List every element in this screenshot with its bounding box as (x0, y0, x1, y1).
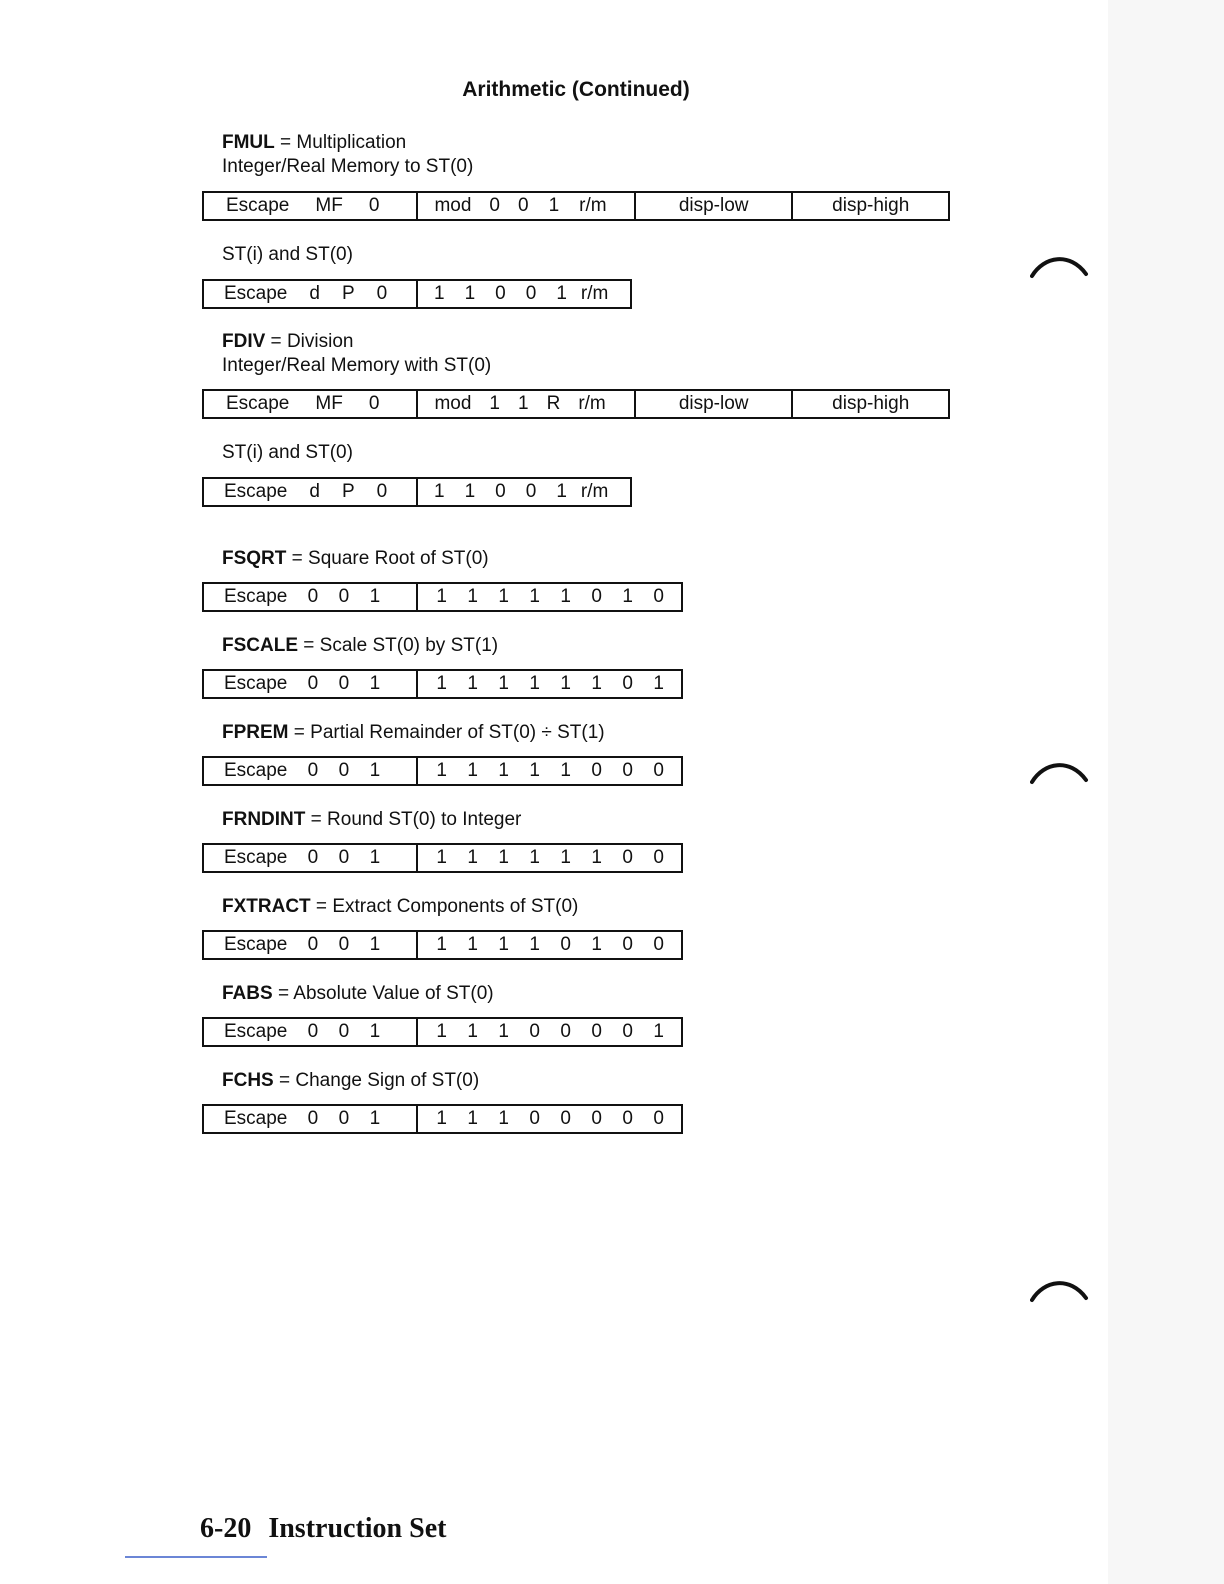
bit: 0 (368, 393, 380, 414)
escape-field (204, 391, 418, 417)
rm-field: r/m (580, 283, 609, 304)
equals-sign: = (298, 635, 320, 656)
escape-field (204, 281, 418, 307)
fdiv-mem-caption: Integer/Real Memory with ST(0) (222, 355, 492, 376)
fprem-heading (222, 721, 605, 745)
bit: 0 (368, 195, 380, 216)
bit: 1 (653, 1021, 664, 1042)
bit: 1 (560, 760, 571, 781)
fchs-description: Change Sign of ST(0) (295, 1070, 480, 1091)
bit: 1 (434, 481, 445, 502)
fscale-description: Scale ST(0) by ST(1) (319, 635, 499, 656)
bit: 0 (376, 481, 388, 502)
bit: 1 (529, 760, 540, 781)
page-number: 6-20 (200, 1513, 252, 1544)
equals-sign: = (274, 132, 297, 153)
frndint-description: Round ST(0) to Integer (327, 809, 522, 830)
bit: 1 (467, 934, 478, 955)
bit: 1 (467, 760, 478, 781)
binder-tab-mark-icon (1030, 252, 1090, 280)
bit: 1 (467, 673, 478, 694)
equals-sign: = (310, 896, 333, 917)
fchs-mnemonic: FCHS (222, 1070, 274, 1091)
bit: 1 (369, 1108, 381, 1129)
bit: 1 (436, 934, 447, 955)
escape-label: Escape (226, 195, 290, 216)
escape-label: Escape (224, 481, 288, 502)
bit: 1 (436, 673, 447, 694)
fmul-mnemonic: FMUL (222, 132, 275, 153)
d-bit: d (309, 481, 320, 502)
bit: 1 (556, 481, 567, 502)
bit: 1 (560, 586, 571, 607)
fdiv-heading-block (222, 330, 491, 378)
equals-sign: = (265, 331, 287, 352)
fxtract-encoding (202, 930, 683, 960)
fabs-encoding (202, 1017, 683, 1047)
bit: 0 (591, 586, 602, 607)
bit: 1 (591, 934, 602, 955)
rm-field: r/m (578, 393, 606, 414)
bit: 1 (529, 847, 540, 868)
bit: 0 (338, 847, 350, 868)
disp-low-field: disp-low (636, 193, 794, 219)
bit: 1 (529, 934, 540, 955)
escape-label: Escape (224, 673, 288, 694)
fmul-heading-block (222, 131, 473, 179)
fsqrt-mnemonic: FSQRT (222, 548, 287, 569)
bit: 1 (436, 586, 447, 607)
escape-label: Escape (224, 847, 288, 868)
equals-sign: = (286, 548, 309, 569)
bit: 1 (498, 673, 509, 694)
bit: 1 (498, 847, 509, 868)
bit: 1 (467, 586, 478, 607)
bit: 0 (338, 760, 350, 781)
bit: 1 (436, 760, 447, 781)
fchs-heading (222, 1069, 479, 1093)
bit: 0 (525, 283, 537, 304)
bit: 0 (560, 1108, 571, 1129)
mf-field: MF (315, 393, 343, 414)
bit: 0 (653, 586, 664, 607)
opcode-field (418, 845, 681, 871)
r-bit: R (546, 393, 561, 414)
bit: 1 (548, 195, 560, 216)
bit: 0 (518, 195, 529, 216)
fscale-mnemonic: FSCALE (222, 635, 298, 656)
bit: 0 (307, 1108, 319, 1129)
escape-field (204, 1106, 418, 1132)
fmul-heading (222, 131, 473, 155)
fmul-memory-encoding (202, 191, 950, 221)
bit: 0 (525, 481, 537, 502)
bit: 0 (338, 934, 350, 955)
bit: 0 (307, 586, 319, 607)
frndint-encoding (202, 843, 683, 873)
binder-tab-mark-icon (1030, 758, 1090, 786)
bit: 0 (338, 1108, 350, 1129)
bit: 0 (622, 673, 633, 694)
bit: 1 (434, 283, 445, 304)
bit: 1 (622, 586, 633, 607)
page-title: Arithmetic (Continued) (462, 78, 690, 101)
bit: 1 (467, 1108, 478, 1129)
bit: 1 (436, 847, 447, 868)
bit: 1 (467, 847, 478, 868)
escape-field (204, 1019, 418, 1045)
bit: 0 (495, 283, 506, 304)
bit: 1 (369, 1021, 381, 1042)
equals-sign: = (288, 722, 311, 743)
opcode-field (418, 1106, 681, 1132)
bit: 1 (369, 934, 381, 955)
modrm-field (418, 391, 635, 417)
escape-field (204, 932, 418, 958)
fabs-heading (222, 982, 494, 1006)
escape-label: Escape (224, 934, 288, 955)
escape-label: Escape (224, 760, 288, 781)
escape-label: Escape (224, 1108, 288, 1129)
bit: 0 (622, 934, 633, 955)
fabs-description: Absolute Value of ST(0) (293, 983, 494, 1004)
escape-field (204, 845, 418, 871)
bit: 0 (591, 760, 602, 781)
bit: 0 (622, 1108, 633, 1129)
binder-tab-mark-icon (1030, 1276, 1090, 1304)
fmul-reg-caption: ST(i) and ST(0) (222, 244, 353, 265)
opcode-field (418, 932, 681, 958)
fchs-encoding (202, 1104, 683, 1134)
fmul-register-encoding (202, 279, 632, 309)
fscale-heading (222, 634, 498, 658)
bit: 1 (489, 393, 500, 414)
bit: 1 (498, 934, 509, 955)
bit: 0 (591, 1021, 602, 1042)
bit: 1 (653, 673, 664, 694)
page-margin-strip (1108, 0, 1224, 1584)
bit: 1 (591, 847, 602, 868)
bit: 1 (464, 481, 476, 502)
bit: 0 (529, 1108, 540, 1129)
bit: 0 (653, 934, 664, 955)
bit: 0 (653, 847, 664, 868)
fdiv-heading (222, 330, 491, 354)
fprem-description: Partial Remainder of ST(0) ÷ ST(1) (310, 722, 605, 743)
bit: 0 (489, 195, 500, 216)
bit: 0 (495, 481, 506, 502)
p-bit: P (341, 283, 355, 304)
bit: 0 (560, 1021, 571, 1042)
opcode-field (418, 671, 681, 697)
section-title: Instruction Set (268, 1513, 447, 1544)
modrm-field (418, 193, 635, 219)
disp-high-field: disp-high (832, 393, 910, 414)
bit: 0 (338, 673, 350, 694)
fsqrt-description: Square Root of ST(0) (308, 548, 489, 569)
frndint-mnemonic: FRNDINT (222, 809, 306, 830)
fabs-mnemonic: FABS (222, 983, 273, 1004)
rm-field: r/m (579, 195, 607, 216)
bit: 1 (436, 1021, 447, 1042)
d-bit: d (309, 283, 320, 304)
bit: 1 (467, 1021, 478, 1042)
modrm-field (418, 479, 630, 505)
bit: 0 (560, 934, 571, 955)
bit: 0 (653, 760, 664, 781)
frndint-heading (222, 808, 521, 832)
bit: 1 (498, 760, 509, 781)
fxtract-mnemonic: FXTRACT (222, 896, 311, 917)
bit: 1 (529, 586, 540, 607)
fdiv-description: Division (286, 331, 354, 352)
fsqrt-encoding (202, 582, 683, 612)
opcode-field (418, 584, 681, 610)
fdiv-reg-caption: ST(i) and ST(0) (222, 442, 353, 463)
equals-sign: = (272, 983, 294, 1004)
escape-field (204, 584, 418, 610)
bit: 1 (498, 1108, 509, 1129)
p-bit: P (341, 481, 355, 502)
escape-field (204, 479, 418, 505)
bit: 1 (498, 586, 509, 607)
bit: 1 (369, 673, 381, 694)
fdiv-register-encoding (202, 477, 632, 507)
bit: 1 (369, 586, 381, 607)
fdiv-memory-encoding (202, 389, 950, 419)
bit: 1 (369, 760, 381, 781)
modrm-field (418, 281, 630, 307)
disp-high-field: disp-high (832, 195, 910, 216)
rm-field: r/m (580, 481, 609, 502)
bit: 0 (529, 1021, 540, 1042)
bit: 0 (338, 586, 350, 607)
fsqrt-heading (222, 547, 489, 571)
escape-label: Escape (224, 1021, 288, 1042)
equals-sign: = (305, 809, 328, 830)
escape-field (204, 671, 418, 697)
mf-field: MF (315, 195, 343, 216)
bit: 1 (560, 847, 571, 868)
fxtract-description: Extract Components of ST(0) (332, 896, 579, 917)
fdiv-mnemonic: FDIV (222, 331, 266, 352)
escape-label: Escape (224, 283, 288, 304)
bit: 1 (436, 1108, 447, 1129)
fprem-encoding (202, 756, 683, 786)
bit: 1 (591, 673, 602, 694)
bit: 0 (653, 1108, 664, 1129)
footer-rule (125, 1556, 267, 1558)
bit: 1 (556, 283, 567, 304)
disp-low-field: disp-low (636, 391, 794, 417)
escape-label: Escape (226, 393, 290, 414)
equals-sign: = (273, 1070, 296, 1091)
fmul-mem-caption: Integer/Real Memory to ST(0) (222, 156, 474, 177)
fxtract-heading (222, 895, 578, 919)
bit: 0 (307, 934, 319, 955)
bit: 0 (338, 1021, 350, 1042)
bit: 0 (307, 847, 319, 868)
fprem-mnemonic: FPREM (222, 722, 289, 743)
bit: 0 (591, 1108, 602, 1129)
opcode-field (418, 1019, 681, 1045)
bit: 1 (464, 283, 476, 304)
bit: 1 (369, 847, 381, 868)
bit: 0 (376, 283, 388, 304)
fmul-description: Multiplication (296, 132, 407, 153)
bit: 1 (560, 673, 571, 694)
escape-field (204, 758, 418, 784)
escape-field (204, 193, 418, 219)
bit: 0 (307, 673, 319, 694)
mod-field: mod (434, 195, 472, 216)
bit: 1 (518, 393, 529, 414)
bit: 0 (307, 1021, 319, 1042)
page-footer (200, 1513, 446, 1545)
bit: 1 (498, 1021, 509, 1042)
opcode-field (418, 758, 681, 784)
bit: 0 (622, 847, 633, 868)
mod-field: mod (434, 393, 472, 414)
fscale-encoding (202, 669, 683, 699)
bit: 0 (622, 760, 633, 781)
escape-label: Escape (224, 586, 288, 607)
bit: 0 (622, 1021, 633, 1042)
bit: 1 (529, 673, 540, 694)
bit: 0 (307, 760, 319, 781)
